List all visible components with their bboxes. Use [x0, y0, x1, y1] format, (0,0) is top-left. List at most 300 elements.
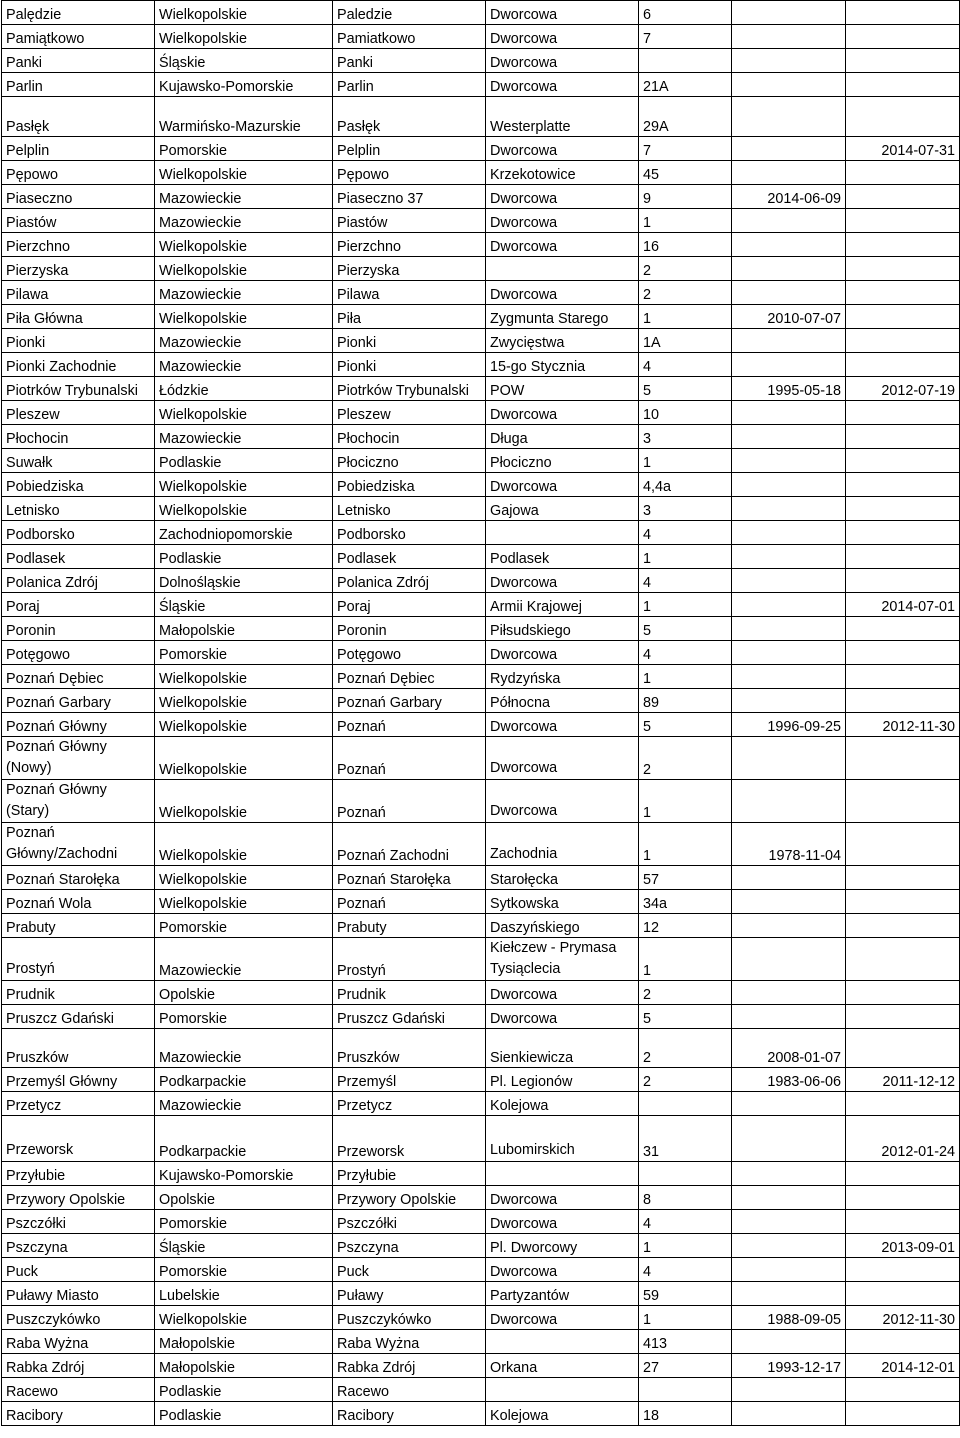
cell-end-date	[846, 281, 960, 305]
cell-voivodeship: Wielkopolskie	[155, 1, 333, 25]
cell-station-name: Pasłęk	[2, 97, 155, 137]
cell-end-date	[846, 545, 960, 569]
cell-street: Sytkowska	[486, 890, 639, 914]
table-row	[2, 641, 960, 665]
cell-building-number: 57	[639, 866, 732, 890]
cell-start-date	[732, 161, 846, 185]
cell-start-date	[732, 209, 846, 233]
cell-start-date	[732, 1162, 846, 1186]
cell-start-date	[732, 545, 846, 569]
cell-station-name: Poznań Główny (Stary)	[2, 780, 155, 823]
cell-building-number: 45	[639, 161, 732, 185]
cell-building-number: 1	[639, 305, 732, 329]
cell-end-date	[846, 866, 960, 890]
cell-locality: Panki	[333, 49, 486, 73]
cell-end-date	[846, 353, 960, 377]
cell-end-date	[846, 185, 960, 209]
cell-street: 15-go Stycznia	[486, 353, 639, 377]
cell-building-number	[639, 1092, 732, 1116]
cell-voivodeship: Wielkopolskie	[155, 890, 333, 914]
cell-building-number: 2	[639, 257, 732, 281]
cell-end-date	[846, 737, 960, 780]
table-row	[2, 1210, 960, 1234]
cell-building-number: 5	[639, 713, 732, 737]
cell-start-date	[732, 1378, 846, 1402]
cell-station-name: Raba Wyżna	[2, 1330, 155, 1354]
cell-voivodeship: Śląskie	[155, 49, 333, 73]
cell-locality: Piaseczno 37	[333, 185, 486, 209]
cell-building-number: 7	[639, 25, 732, 49]
cell-voivodeship: Wielkopolskie	[155, 305, 333, 329]
cell-building-number: 5	[639, 1005, 732, 1029]
cell-voivodeship: Śląskie	[155, 593, 333, 617]
cell-street: Pl. Legionów	[486, 1068, 639, 1092]
cell-locality: Pruszcz Gdański	[333, 1005, 486, 1029]
cell-street	[486, 1330, 639, 1354]
table-row	[2, 1330, 960, 1354]
cell-start-date	[732, 617, 846, 641]
cell-building-number: 4	[639, 641, 732, 665]
cell-building-number: 2	[639, 737, 732, 780]
cell-locality: Prudnik	[333, 981, 486, 1005]
cell-voivodeship: Wielkopolskie	[155, 25, 333, 49]
cell-end-date	[846, 497, 960, 521]
cell-start-date	[732, 665, 846, 689]
cell-building-number: 12	[639, 914, 732, 938]
cell-end-date	[846, 1162, 960, 1186]
cell-locality: Pionki	[333, 353, 486, 377]
cell-voivodeship: Kujawsko-Pomorskie	[155, 73, 333, 97]
cell-building-number: 4	[639, 521, 732, 545]
cell-street: Dworcowa	[486, 49, 639, 73]
table-row	[2, 377, 960, 401]
cell-end-date	[846, 1282, 960, 1306]
cell-voivodeship: Mazowieckie	[155, 329, 333, 353]
cell-station-name: Poznań Garbary	[2, 689, 155, 713]
table-row	[2, 1068, 960, 1092]
cell-station-name: Prabuty	[2, 914, 155, 938]
cell-voivodeship: Wielkopolskie	[155, 473, 333, 497]
cell-street: Kolejowa	[486, 1092, 639, 1116]
cell-station-name: Prostyń	[2, 938, 155, 981]
cell-voivodeship: Dolnośląskie	[155, 569, 333, 593]
cell-station-name: Poronin	[2, 617, 155, 641]
cell-building-number: 1	[639, 1234, 732, 1258]
cell-street: Dworcowa	[486, 281, 639, 305]
cell-end-date	[846, 161, 960, 185]
table-row	[2, 689, 960, 713]
table-row	[2, 25, 960, 49]
cell-building-number: 6	[639, 1, 732, 25]
cell-street: Kolejowa	[486, 1402, 639, 1426]
cell-building-number: 7	[639, 137, 732, 161]
cell-start-date	[732, 890, 846, 914]
cell-building-number: 2	[639, 1068, 732, 1092]
cell-station-name: Poznań Dębiec	[2, 665, 155, 689]
cell-start-date	[732, 401, 846, 425]
station-table	[1, 0, 960, 1426]
cell-locality: Poznań Zachodni	[333, 823, 486, 866]
cell-end-date	[846, 981, 960, 1005]
cell-station-name: Poznań Starołęka	[2, 866, 155, 890]
cell-street	[486, 1378, 639, 1402]
cell-end-date	[846, 1330, 960, 1354]
cell-street: Armii Krajowej	[486, 593, 639, 617]
cell-voivodeship: Wielkopolskie	[155, 257, 333, 281]
cell-station-name: Przetycz	[2, 1092, 155, 1116]
cell-voivodeship: Warmińsko-Mazurskie	[155, 97, 333, 137]
cell-end-date	[846, 25, 960, 49]
cell-voivodeship: Wielkopolskie	[155, 1306, 333, 1330]
table-row	[2, 545, 960, 569]
cell-building-number: 4	[639, 1210, 732, 1234]
cell-start-date: 1978-11-04	[732, 823, 846, 866]
cell-end-date: 2013-09-01	[846, 1234, 960, 1258]
cell-street: Rydzyńska	[486, 665, 639, 689]
cell-start-date	[732, 1258, 846, 1282]
cell-locality: Przeworsk	[333, 1116, 486, 1162]
cell-building-number	[639, 1162, 732, 1186]
cell-end-date	[846, 1092, 960, 1116]
table-row	[2, 981, 960, 1005]
cell-building-number: 413	[639, 1330, 732, 1354]
cell-locality: Pionki	[333, 329, 486, 353]
cell-station-name: Pionki Zachodnie	[2, 353, 155, 377]
cell-station-name: Pamiątkowo	[2, 25, 155, 49]
cell-building-number: 1	[639, 1306, 732, 1330]
cell-locality: Piotrków Trybunalski	[333, 377, 486, 401]
cell-station-name: Piła Główna	[2, 305, 155, 329]
cell-street: Dworcowa	[486, 1258, 639, 1282]
cell-voivodeship: Wielkopolskie	[155, 689, 333, 713]
table-row	[2, 1402, 960, 1426]
table-row	[2, 1354, 960, 1378]
cell-building-number: 1	[639, 593, 732, 617]
cell-building-number: 1	[639, 449, 732, 473]
cell-start-date	[732, 1116, 846, 1162]
cell-start-date	[732, 521, 846, 545]
table-row	[2, 73, 960, 97]
cell-station-name: Palędzie	[2, 1, 155, 25]
cell-voivodeship: Wielkopolskie	[155, 823, 333, 866]
cell-start-date: 1996-09-25	[732, 713, 846, 737]
cell-start-date	[732, 449, 846, 473]
cell-station-name: Płochocin	[2, 425, 155, 449]
cell-building-number: 4	[639, 569, 732, 593]
table-row	[2, 1258, 960, 1282]
cell-locality: Piastów	[333, 209, 486, 233]
cell-locality: Pelplin	[333, 137, 486, 161]
cell-street: Daszyńskiego	[486, 914, 639, 938]
cell-street: Westerplatte	[486, 97, 639, 137]
table-row	[2, 97, 960, 137]
cell-start-date	[732, 97, 846, 137]
cell-voivodeship: Mazowieckie	[155, 425, 333, 449]
cell-building-number: 3	[639, 497, 732, 521]
cell-voivodeship: Pomorskie	[155, 641, 333, 665]
cell-station-name: Przyłubie	[2, 1162, 155, 1186]
cell-station-name: Puławy Miasto	[2, 1282, 155, 1306]
cell-end-date	[846, 1186, 960, 1210]
table-row	[2, 1282, 960, 1306]
cell-building-number: 34a	[639, 890, 732, 914]
cell-voivodeship: Wielkopolskie	[155, 233, 333, 257]
table-body	[2, 1, 960, 1426]
cell-building-number: 31	[639, 1116, 732, 1162]
cell-voivodeship: Pomorskie	[155, 1210, 333, 1234]
cell-start-date	[732, 1330, 846, 1354]
cell-voivodeship: Mazowieckie	[155, 209, 333, 233]
cell-start-date	[732, 938, 846, 981]
cell-locality: Poznań	[333, 780, 486, 823]
cell-start-date	[732, 137, 846, 161]
cell-locality: Puck	[333, 1258, 486, 1282]
cell-street: Lubomirskich	[486, 1116, 639, 1162]
cell-station-name: Pierzyska	[2, 257, 155, 281]
cell-street: Pl. Dworcowy	[486, 1234, 639, 1258]
cell-end-date	[846, 305, 960, 329]
cell-street: Dworcowa	[486, 209, 639, 233]
cell-voivodeship: Mazowieckie	[155, 938, 333, 981]
cell-voivodeship: Kujawsko-Pomorskie	[155, 1162, 333, 1186]
cell-building-number: 21A	[639, 73, 732, 97]
cell-end-date	[846, 1402, 960, 1426]
cell-station-name: Podlasek	[2, 545, 155, 569]
cell-locality: Pruszków	[333, 1029, 486, 1068]
cell-voivodeship: Mazowieckie	[155, 281, 333, 305]
cell-end-date	[846, 521, 960, 545]
table-row	[2, 823, 960, 866]
cell-voivodeship: Podkarpackie	[155, 1116, 333, 1162]
cell-station-name: Rabka Zdrój	[2, 1354, 155, 1378]
cell-locality: Paledzie	[333, 1, 486, 25]
cell-start-date	[732, 73, 846, 97]
table-row	[2, 353, 960, 377]
cell-street: Dworcowa	[486, 1306, 639, 1330]
cell-end-date: 2014-07-01	[846, 593, 960, 617]
cell-street: Dworcowa	[486, 780, 639, 823]
cell-end-date	[846, 1258, 960, 1282]
cell-voivodeship: Podlaskie	[155, 1402, 333, 1426]
cell-station-name: Parlin	[2, 73, 155, 97]
cell-start-date	[732, 329, 846, 353]
cell-voivodeship: Mazowieckie	[155, 1092, 333, 1116]
cell-end-date	[846, 473, 960, 497]
cell-voivodeship: Wielkopolskie	[155, 497, 333, 521]
table-row	[2, 329, 960, 353]
cell-locality: Pasłęk	[333, 97, 486, 137]
cell-locality: Pilawa	[333, 281, 486, 305]
cell-voivodeship: Pomorskie	[155, 137, 333, 161]
cell-street: Orkana	[486, 1354, 639, 1378]
cell-locality: Poznań Garbary	[333, 689, 486, 713]
cell-locality: Raba Wyżna	[333, 1330, 486, 1354]
cell-locality: Poznań	[333, 890, 486, 914]
table-row	[2, 866, 960, 890]
cell-locality: Racewo	[333, 1378, 486, 1402]
cell-voivodeship: Opolskie	[155, 981, 333, 1005]
cell-voivodeship: Zachodniopomorskie	[155, 521, 333, 545]
cell-start-date	[732, 233, 846, 257]
cell-voivodeship: Podlaskie	[155, 1378, 333, 1402]
cell-building-number: 4,4a	[639, 473, 732, 497]
table-row	[2, 1234, 960, 1258]
cell-end-date	[846, 257, 960, 281]
cell-end-date	[846, 449, 960, 473]
cell-locality: Poznań	[333, 713, 486, 737]
cell-locality: Potęgowo	[333, 641, 486, 665]
cell-building-number: 3	[639, 425, 732, 449]
cell-building-number: 16	[639, 233, 732, 257]
cell-building-number: 1	[639, 545, 732, 569]
cell-station-name: Poraj	[2, 593, 155, 617]
cell-end-date	[846, 569, 960, 593]
cell-voivodeship: Podlaskie	[155, 449, 333, 473]
cell-locality: Pępowo	[333, 161, 486, 185]
cell-street: Zygmunta Starego	[486, 305, 639, 329]
cell-voivodeship: Łódzkie	[155, 377, 333, 401]
cell-building-number: 27	[639, 1354, 732, 1378]
cell-start-date	[732, 641, 846, 665]
cell-voivodeship: Małopolskie	[155, 1354, 333, 1378]
cell-voivodeship: Małopolskie	[155, 617, 333, 641]
table-row	[2, 780, 960, 823]
cell-start-date	[732, 1005, 846, 1029]
cell-street: Dworcowa	[486, 981, 639, 1005]
cell-start-date	[732, 473, 846, 497]
cell-locality: Podlasek	[333, 545, 486, 569]
table-row	[2, 1, 960, 25]
cell-end-date	[846, 1029, 960, 1068]
cell-street	[486, 1162, 639, 1186]
cell-start-date: 1988-09-05	[732, 1306, 846, 1330]
cell-street: Gajowa	[486, 497, 639, 521]
cell-station-name: Piaseczno	[2, 185, 155, 209]
cell-end-date	[846, 689, 960, 713]
cell-street: Dworcowa	[486, 1210, 639, 1234]
cell-station-name: Piastów	[2, 209, 155, 233]
table-row	[2, 521, 960, 545]
cell-start-date	[732, 569, 846, 593]
table-row	[2, 569, 960, 593]
cell-start-date	[732, 1210, 846, 1234]
cell-street: Dworcowa	[486, 1, 639, 25]
cell-station-name: Panki	[2, 49, 155, 73]
cell-station-name: Potęgowo	[2, 641, 155, 665]
table-row	[2, 713, 960, 737]
cell-voivodeship: Pomorskie	[155, 1258, 333, 1282]
cell-voivodeship: Mazowieckie	[155, 185, 333, 209]
cell-start-date	[732, 1186, 846, 1210]
cell-end-date	[846, 1210, 960, 1234]
cell-building-number	[639, 49, 732, 73]
cell-street: Dworcowa	[486, 1005, 639, 1029]
cell-building-number	[639, 1378, 732, 1402]
cell-end-date	[846, 665, 960, 689]
cell-building-number: 4	[639, 353, 732, 377]
cell-voivodeship: Opolskie	[155, 1186, 333, 1210]
cell-building-number: 89	[639, 689, 732, 713]
cell-locality: Pobiedziska	[333, 473, 486, 497]
cell-start-date	[732, 866, 846, 890]
cell-voivodeship: Wielkopolskie	[155, 665, 333, 689]
cell-end-date	[846, 233, 960, 257]
table-row	[2, 1029, 960, 1068]
cell-station-name: Pruszcz Gdański	[2, 1005, 155, 1029]
cell-street: Podlasek	[486, 545, 639, 569]
cell-building-number: 8	[639, 1186, 732, 1210]
cell-locality: Poraj	[333, 593, 486, 617]
cell-building-number: 1	[639, 209, 732, 233]
cell-street: Dworcowa	[486, 25, 639, 49]
table-row	[2, 737, 960, 780]
cell-start-date	[732, 780, 846, 823]
cell-street: Krzekotowice	[486, 161, 639, 185]
cell-locality: Pleszew	[333, 401, 486, 425]
cell-voivodeship: Lubelskie	[155, 1282, 333, 1306]
cell-start-date	[732, 353, 846, 377]
cell-building-number: 2	[639, 981, 732, 1005]
cell-street: Starołęcka	[486, 866, 639, 890]
cell-street: Dworcowa	[486, 73, 639, 97]
cell-station-name: Przeworsk	[2, 1116, 155, 1162]
cell-station-name: Racewo	[2, 1378, 155, 1402]
cell-street	[486, 521, 639, 545]
cell-station-name: Suwałk	[2, 449, 155, 473]
cell-voivodeship: Wielkopolskie	[155, 780, 333, 823]
cell-street: Dworcowa	[486, 137, 639, 161]
cell-station-name: Pobiedziska	[2, 473, 155, 497]
table-row	[2, 257, 960, 281]
cell-building-number: 2	[639, 281, 732, 305]
cell-building-number: 9	[639, 185, 732, 209]
cell-start-date: 1995-05-18	[732, 377, 846, 401]
cell-street: Dworcowa	[486, 473, 639, 497]
cell-street: Dworcowa	[486, 641, 639, 665]
cell-station-name: Poznań Główny (Nowy)	[2, 737, 155, 780]
cell-station-name: Poznań Wola	[2, 890, 155, 914]
cell-locality: Puławy	[333, 1282, 486, 1306]
cell-building-number: 1	[639, 665, 732, 689]
cell-station-name: Przemyśl Główny	[2, 1068, 155, 1092]
cell-start-date: 1983-06-06	[732, 1068, 846, 1092]
cell-building-number: 1	[639, 823, 732, 866]
table-row	[2, 161, 960, 185]
cell-start-date	[732, 1282, 846, 1306]
cell-street: Dworcowa	[486, 401, 639, 425]
cell-locality: Poznań Starołęka	[333, 866, 486, 890]
cell-end-date	[846, 329, 960, 353]
table-row	[2, 938, 960, 981]
cell-start-date	[732, 1234, 846, 1258]
table-row	[2, 617, 960, 641]
table-row	[2, 425, 960, 449]
table-row	[2, 1306, 960, 1330]
cell-street: Dworcowa	[486, 185, 639, 209]
table-row	[2, 665, 960, 689]
cell-start-date: 1993-12-17	[732, 1354, 846, 1378]
table-row	[2, 305, 960, 329]
cell-voivodeship: Mazowieckie	[155, 353, 333, 377]
cell-locality: Przyłubie	[333, 1162, 486, 1186]
cell-voivodeship: Małopolskie	[155, 1330, 333, 1354]
cell-station-name: Puszczykówko	[2, 1306, 155, 1330]
cell-end-date	[846, 1378, 960, 1402]
cell-start-date	[732, 497, 846, 521]
cell-station-name: Pleszew	[2, 401, 155, 425]
cell-building-number: 1	[639, 938, 732, 981]
table-row	[2, 185, 960, 209]
